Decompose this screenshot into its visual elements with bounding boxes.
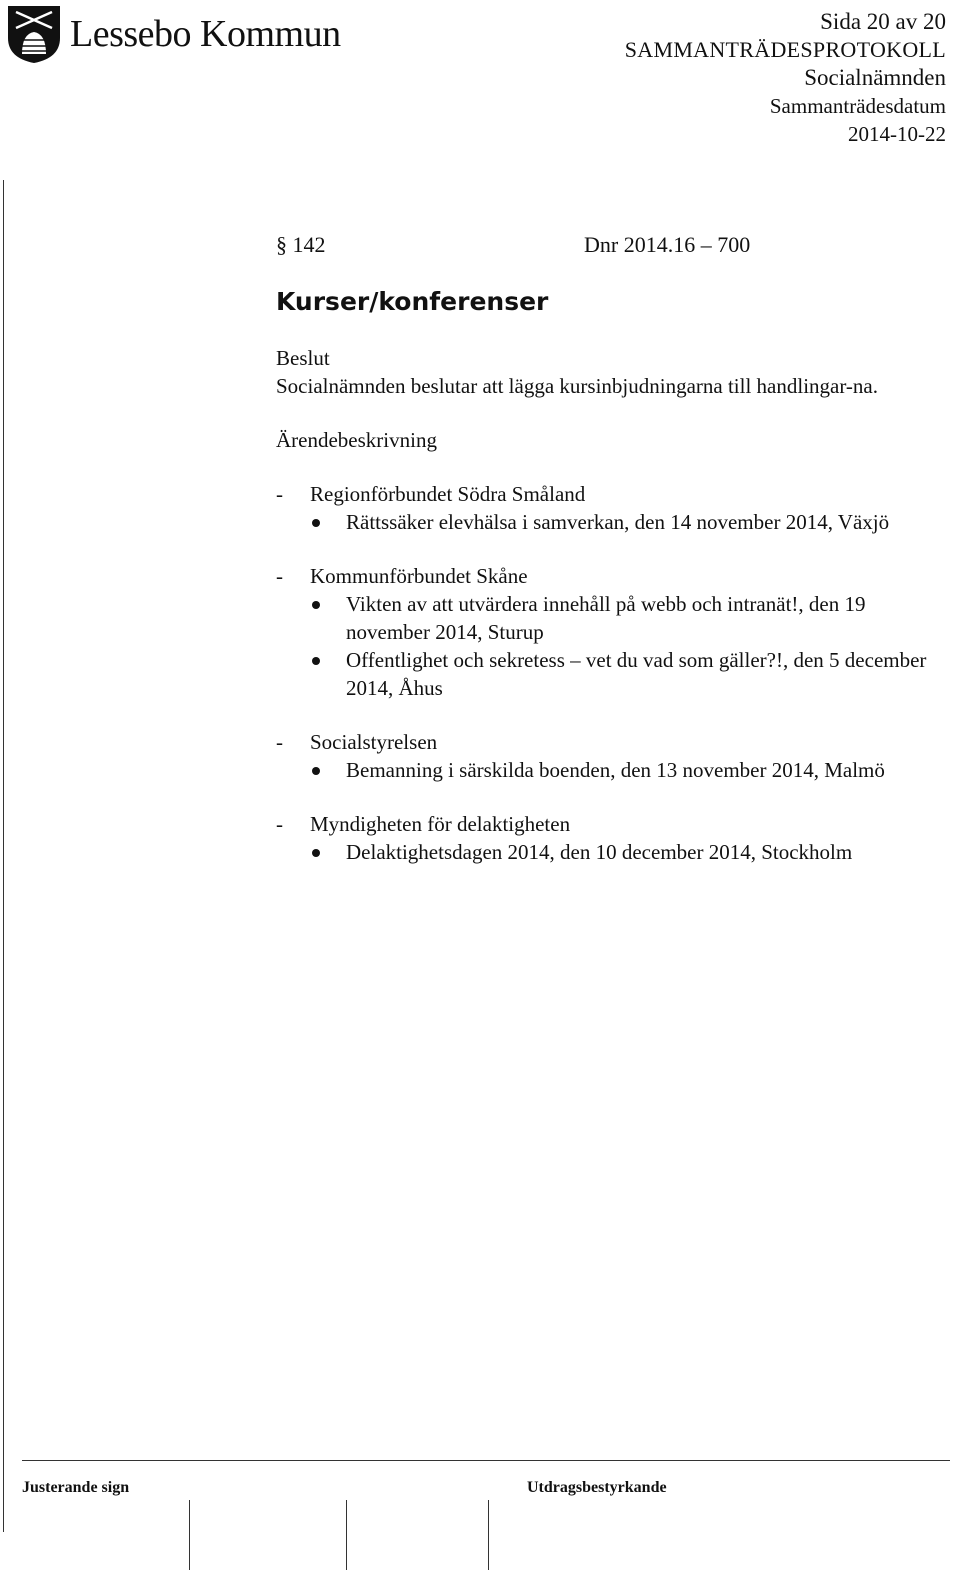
bullet-icon xyxy=(312,601,320,609)
decision-text: Socialnämnden beslutar att lägga kursinbjudningarna till handlingar-na. xyxy=(276,374,878,398)
org-name: Lessebo Kommun xyxy=(70,13,341,55)
paragraph-line xyxy=(276,232,816,262)
event-item: Vikten av att utvärdera innehåll på webb och intranät!, den 19 november 2014, Sturup xyxy=(276,590,946,646)
meeting-date: 2014-10-22 xyxy=(848,122,946,146)
organizer-name: - Myndigheten för delaktigheten xyxy=(276,812,571,836)
organizer-block xyxy=(276,810,946,866)
organizer-block xyxy=(276,562,946,702)
document-body xyxy=(276,344,946,866)
organizer-name: - Kommunförbundet Skåne xyxy=(276,564,528,588)
bullet-icon xyxy=(312,767,320,775)
event-item: Offentlighet och sekretess – vet du vad som gäller?!, den 5 december 2014, Åhus xyxy=(276,646,946,702)
dash-marker: - xyxy=(276,482,283,506)
margin-rule xyxy=(3,180,4,1532)
dash-marker: - xyxy=(276,564,283,588)
organizer-block xyxy=(276,480,946,536)
section-title: Kurser/konferenser xyxy=(276,287,549,316)
event-item: Delaktighetsdagen 2014, den 10 december 2014, Stockholm xyxy=(276,838,946,866)
paragraph-number: § 142 xyxy=(276,232,326,257)
footer-rule xyxy=(22,1460,950,1461)
event-item: Rättssäker elevhälsa i samverkan, den 14 november 2014, Växjö xyxy=(276,508,946,536)
lessebo-emblem-icon xyxy=(6,4,62,64)
signature-box-divider xyxy=(346,1500,347,1570)
bullet-icon xyxy=(312,519,320,527)
event-item: Bemanning i särskilda boenden, den 13 november 2014, Malmö xyxy=(276,756,946,784)
document-header-info xyxy=(486,8,946,148)
meeting-date-label: Sammanträdesdatum xyxy=(769,94,946,118)
dash-marker: - xyxy=(276,812,283,836)
protocol-type: SAMMANTRÄDESPROTOKOLL xyxy=(624,37,946,62)
organizer-name: - Socialstyrelsen xyxy=(276,730,438,754)
utdragsbestyrkande-label: Utdragsbestyrkande xyxy=(527,1479,667,1496)
bullet-icon xyxy=(312,657,320,665)
diary-number: Dnr 2014.16 – 700 xyxy=(584,232,751,257)
justerande-sign-label: Justerande sign xyxy=(22,1479,130,1496)
committee-name: Socialnämnden xyxy=(804,65,946,90)
organizer-block xyxy=(276,728,946,784)
decision-heading: Beslut xyxy=(276,346,330,370)
description-heading: Ärendebeskrivning xyxy=(276,428,437,452)
organizer-name: - Regionförbundet Södra Småland xyxy=(276,482,586,506)
bullet-icon xyxy=(312,849,320,857)
signature-box-divider xyxy=(189,1500,190,1570)
dash-marker: - xyxy=(276,730,283,754)
page-number: Sida 20 av 20 xyxy=(820,9,946,34)
org-logo xyxy=(6,4,366,66)
signature-box-divider xyxy=(488,1500,489,1570)
